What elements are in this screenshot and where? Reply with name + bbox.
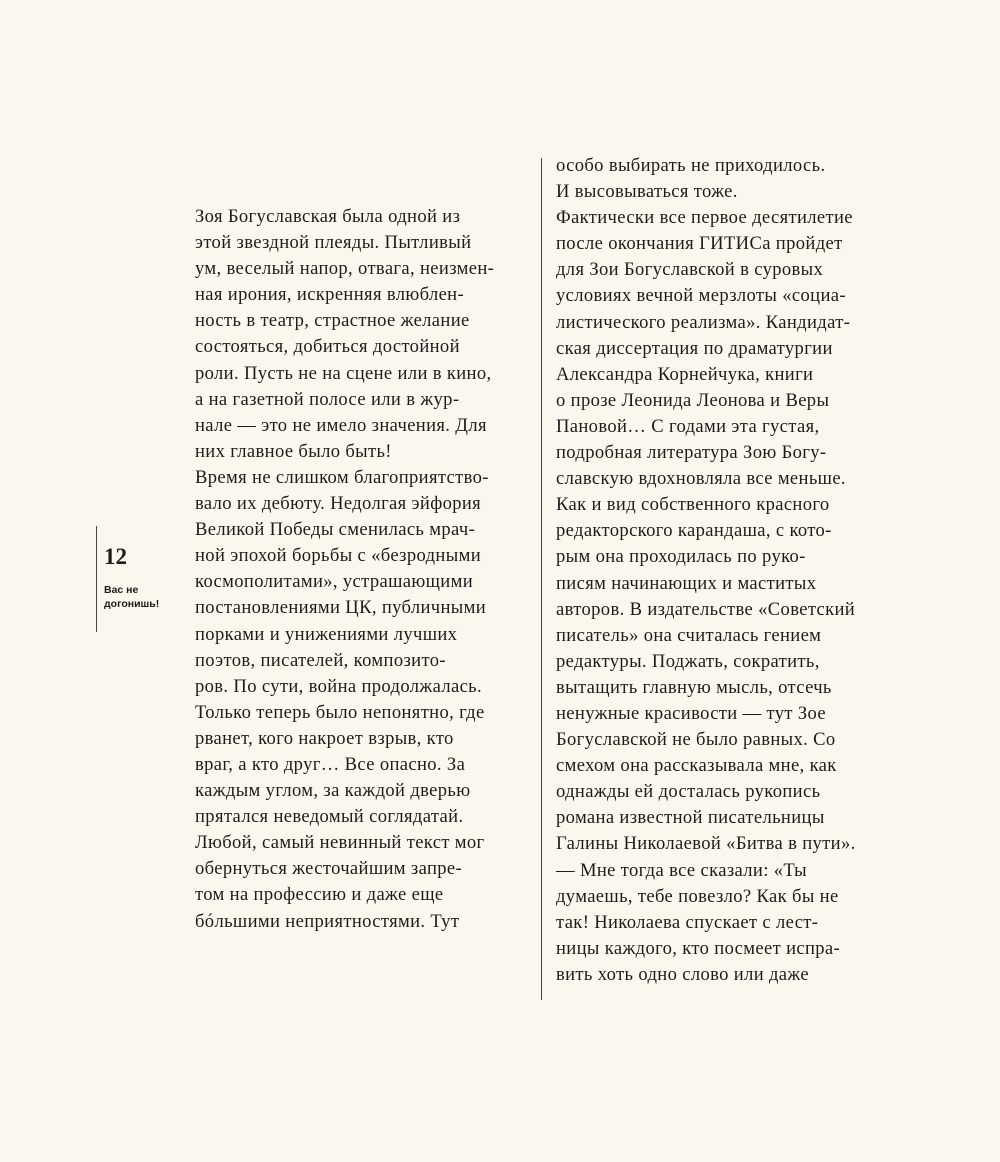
text-line: постановлениями ЦК, публичными	[195, 597, 487, 619]
text-line: этой звездной плеяды. Пытливый	[195, 232, 472, 254]
text-line: о прозе Леонида Леонова и Веры	[556, 389, 830, 411]
text-line: ненужные красивости — тут Зое	[556, 702, 827, 724]
text-line: том на профессию и даже еще	[195, 884, 444, 906]
text-line: условиях вечной мерзлоты «социа-	[556, 285, 846, 307]
text-line: Александра Корнейчука, книги	[556, 363, 814, 385]
text-line: ность в театр, страстное желание	[195, 310, 470, 332]
text-line: ной эпохой борьбы с «безродными	[195, 545, 481, 567]
running-head	[104, 583, 159, 611]
text-line: них главное было быть!	[195, 440, 392, 462]
text-line: нале — это не имело значения. Для	[195, 414, 487, 436]
margin-rule	[96, 526, 97, 632]
text-line: смехом она рассказывала мне, как	[556, 755, 837, 777]
text-line: состояться, добиться достойной	[195, 336, 460, 358]
running-head-line: Вас не	[104, 584, 139, 596]
text-column-left	[195, 204, 530, 935]
page-number: 12	[104, 544, 127, 569]
text-line: вало их дебюту. Недолгая эйфория	[195, 493, 482, 515]
text-line: прятался неведомый соглядатай.	[195, 806, 464, 828]
text-line: роли. Пусть не на сцене или в кино,	[195, 362, 492, 384]
text-line: вить хоть одно слово или даже	[556, 963, 809, 985]
text-line: однажды ей досталась рукопись	[556, 781, 821, 803]
text-line: Великой Победы сменилась мрач-	[195, 519, 476, 541]
text-line: обернуться жесточайшим запре-	[195, 858, 463, 880]
running-head-line: догонишь!	[104, 598, 160, 610]
text-line: Время не слишком благоприятство-	[195, 466, 489, 488]
text-line: рванет, кого накроет взрыв, кто	[195, 727, 454, 749]
text-line: славскую вдохновляла все меньше.	[556, 468, 846, 490]
text-line: листического реализма». Кандидат-	[556, 311, 851, 333]
text-line: ум, веселый напор, отвага, неизмен-	[195, 258, 495, 280]
text-line: Как и вид собственного красного	[556, 494, 830, 516]
column-divider	[541, 158, 542, 1000]
text-line: писям начинающих и маститых	[556, 572, 817, 594]
text-line: авторов. В издательстве «Советский	[556, 598, 856, 620]
text-line: — Мне тогда все сказали: «Ты	[556, 859, 808, 881]
text-line: Галины Николаевой «Битва в пути».	[556, 833, 856, 855]
text-line: вытащить главную мысль, отсечь	[556, 676, 832, 698]
text-line: И высовываться тоже.	[556, 181, 738, 203]
text-line: редактуры. Поджать, сократить,	[556, 650, 820, 672]
text-line: ная ирония, искренняя влюблен-	[195, 284, 465, 306]
text-line: ская диссертация по драматургии	[556, 337, 833, 359]
text-line: Только теперь было непонятно, где	[195, 701, 485, 723]
text-line: ров. По сути, война продолжалась.	[195, 675, 482, 697]
text-line: Любой, самый невинный текст мог	[195, 832, 485, 854]
text-line: Фактически все первое десятилетие	[556, 207, 853, 229]
text-line: подробная литература Зою Богу-	[556, 442, 827, 464]
text-column-right	[556, 153, 886, 988]
text-line: космополитами», устрашающими	[195, 571, 474, 593]
text-line: писатель» она считалась гением	[556, 624, 822, 646]
text-line: бóльшими неприятностями. Тут	[195, 910, 460, 932]
text-line: Пановой… С годами эта густая,	[556, 415, 820, 437]
text-line: для Зои Богуславской в суровых	[556, 259, 824, 281]
text-line: поэтов, писателей, композито-	[195, 649, 446, 671]
text-line: особо выбирать не приходилось.	[556, 155, 826, 176]
text-line: Богуславской не было равных. Со	[556, 729, 836, 751]
text-line: ницы каждого, кто посмеет испра-	[556, 937, 841, 959]
text-line: каждым углом, за каждой дверью	[195, 780, 471, 802]
text-line: редакторского карандаша, с кото-	[556, 520, 832, 542]
text-line: так! Николаева спускает с лест-	[556, 911, 819, 933]
text-line: порками и унижениями лучших	[195, 623, 458, 645]
text-line: думаешь, тебе повезло? Как бы не	[556, 885, 839, 907]
text-line: Зоя Богуславская была одной из	[195, 206, 461, 227]
text-line: а на газетной полосе или в жур-	[195, 388, 460, 410]
text-line: враг, а кто друг… Все опасно. За	[195, 753, 466, 775]
text-line: романа известной писательницы	[556, 807, 825, 829]
text-line: рым она проходилась по руко-	[556, 546, 806, 568]
text-line: после окончания ГИТИСа пройдет	[556, 233, 843, 255]
